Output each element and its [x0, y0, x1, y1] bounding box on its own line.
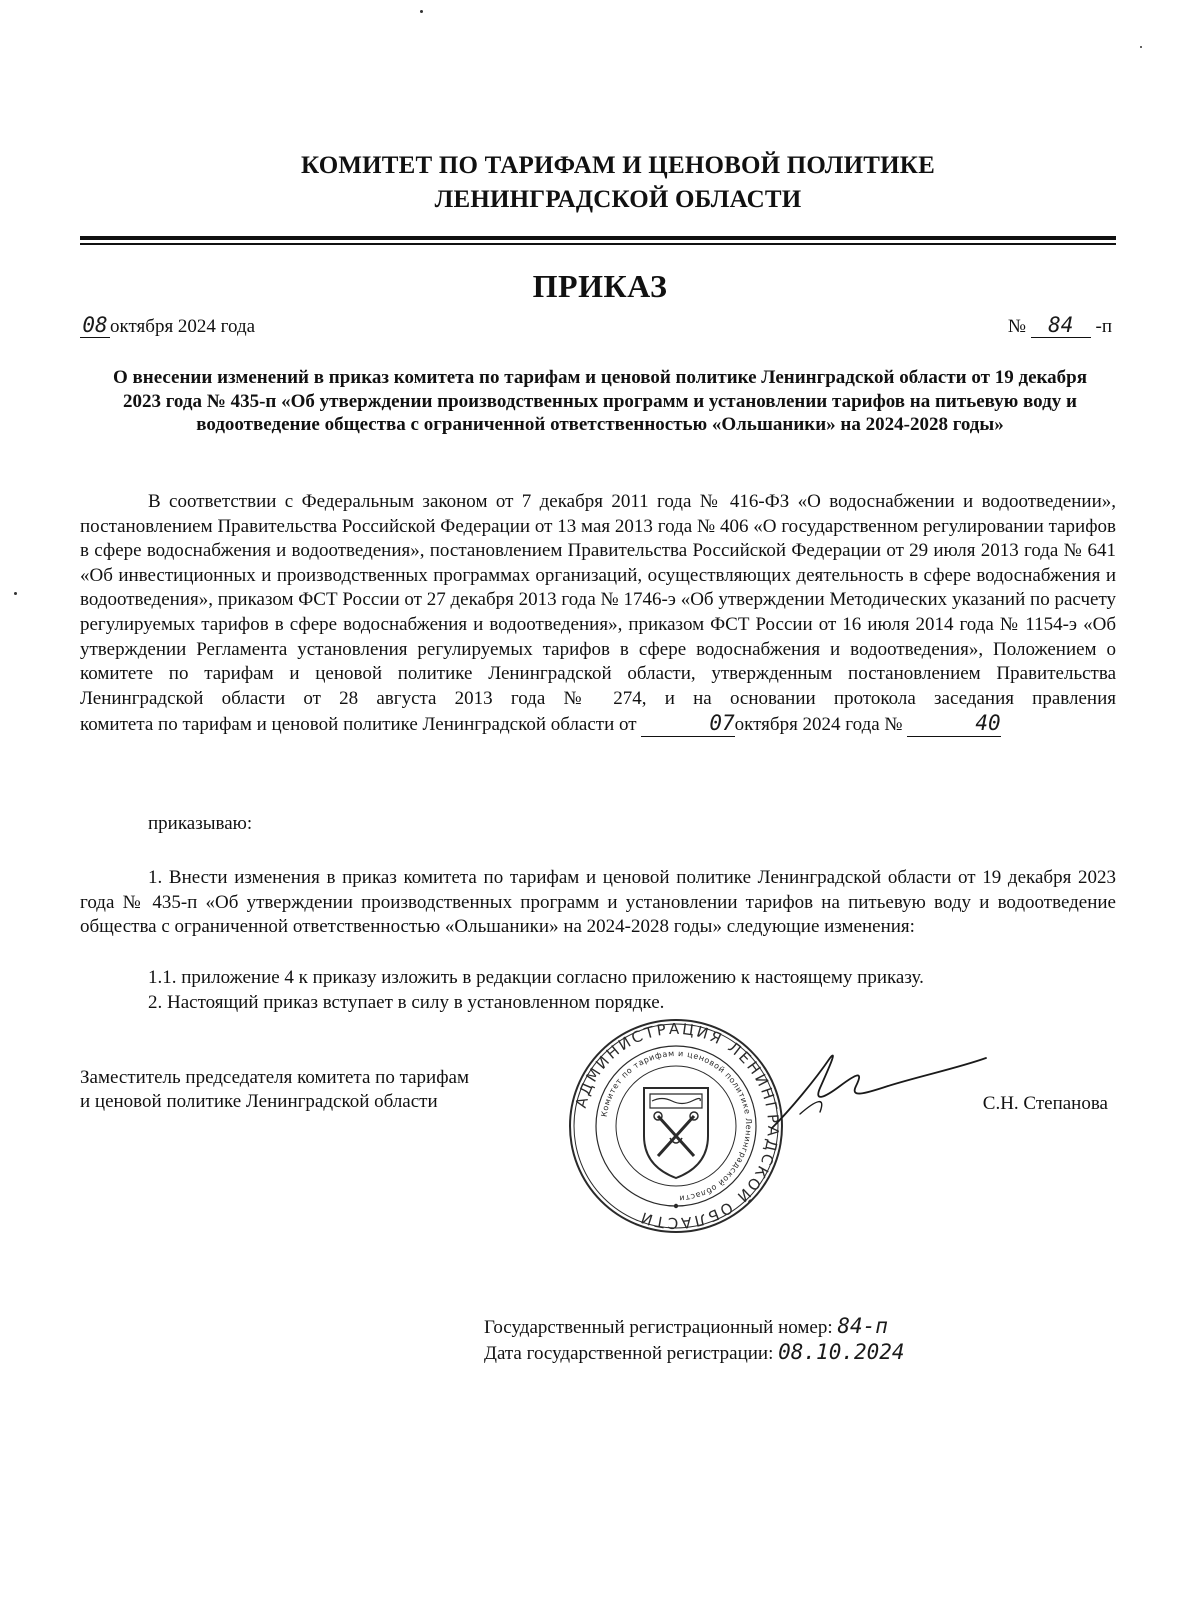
protocol-day-handwritten: 07	[641, 711, 734, 737]
handwritten-signature	[760, 1040, 990, 1140]
header-rule-thin	[80, 243, 1116, 245]
issuer-name-line-1: КОМИТЕТ ПО ТАРИФАМ И ЦЕНОВОЙ ПОЛИТИКЕ	[301, 152, 935, 179]
issuer-name-line-2: ЛЕНИНГРАДСКОЙ ОБЛАСТИ	[434, 186, 802, 213]
registration-date-label: Дата государственной регистрации:	[484, 1343, 774, 1364]
order-item-1: 1. Внести изменения в приказ комитета по тарифам и ценовой политике Ленинградской области от 19 декабря 2023 года № 435-п «Об утверждении производственных программ и установлении тарифов на питьевую воду и водоотведение общества с ограниченной ответственностью «Ольшаники» на 2024-2028 годы» следующие изменения:	[80, 867, 1116, 938]
official-seal-stamp-icon	[566, 1016, 786, 1236]
scan-speck	[420, 10, 423, 13]
number-prefix: №	[1007, 316, 1026, 337]
seal-outer-text: АДМИНИСТРАЦИЯ ЛЕНИНГРАДСКОЙ ОБЛАСТИ	[571, 1019, 783, 1233]
order-item-1-1: 1.1. приложение 4 к приказу изложить в редакции согласно приложению к настоящему приказу.	[148, 967, 924, 988]
document-number	[1008, 313, 1112, 338]
registration-date-handwritten: 08.10.2024	[778, 1340, 905, 1364]
order-word: приказываю:	[148, 813, 253, 834]
signer-position	[80, 1066, 469, 1114]
preamble-last-line-middle: октября 2024 года №	[734, 714, 903, 736]
preamble-last-line-start: комитета по тарифам и ценовой политике Ленинградской области от	[80, 714, 637, 736]
header-rule-thick	[80, 236, 1116, 240]
document-date	[80, 313, 255, 338]
registration-date-row	[484, 1340, 905, 1366]
preamble-text: В соответствии с Федеральным законом от 7 декабря 2011 года № 416-ФЗ «О водоснабжении и водоотведении», постановлением Правительства Российской Федерации от 13 мая 2013 года № 406 «О государственном регулировании тарифов в сфере водоснабжения и водоотведения», постановлением Правительства Российской Федерации от 29 июля 2013 года № 641 «Об инвестиционных и производственных программах организаций, осуществляющих деятельность в сфере водоснабжения и водоотведения», приказом ФСТ России от 27 декабря 2013 года № 1746-э «Об утверждении Методических указаний по расчету регулируемых тарифов в сфере водоснабжения и водоотведения», приказом ФСТ России от 16 июля 2014 года № 1154-э «Об утверждении Регламента установления регулируемых тарифов в сфере водоснабжения и водоотведения», Положением о комитете по тарифам и ценовой политике Ленинградской области, утвержденным постановлением Правительства Ленинградской области от 28 августа 2013 года № 274, и на основании протокола заседания правления	[80, 491, 1116, 709]
scan-speck	[1140, 46, 1142, 48]
protocol-number-handwritten: 40	[907, 711, 1000, 737]
number-suffix: -п	[1095, 316, 1112, 337]
number-value-handwritten: 84	[1031, 313, 1091, 338]
scan-speck	[14, 592, 17, 595]
preamble-last-line	[80, 711, 1001, 736]
signer-position-line-2: и ценовой политике Ленинградской области	[80, 1091, 438, 1112]
registration-number-label: Государственный регистрационный номер:	[484, 1317, 833, 1338]
registration-block	[484, 1314, 905, 1366]
date-day-handwritten: 08	[80, 313, 110, 338]
registration-number-row	[484, 1314, 905, 1340]
registration-number-handwritten: 84-п	[837, 1314, 888, 1338]
signer-name: С.Н. Степанова	[982, 1093, 1108, 1114]
document-subject: О внесении изменений в приказ комитета по тарифам и ценовой политике Ленинградской области от 19 декабря 2023 года № 435-п «Об утверждении производственных программ и установлении тарифов на питьевую воду и водоотведение общества с ограниченной ответственностью «Ольшаники» на 2024-2028 годы»	[112, 367, 1088, 435]
seal-inner-text: Комитет по тарифам и ценовой политике Ленинградской области	[599, 1048, 754, 1203]
preamble-paragraph	[80, 490, 1116, 738]
order-item-2: 2. Настоящий приказ вступает в силу в установленном порядке.	[148, 992, 665, 1013]
document-type-title: ПРИКАЗ	[532, 268, 668, 304]
date-rest: октября 2024 года	[110, 316, 256, 337]
signer-position-line-1: Заместитель председателя комитета по тарифам	[80, 1067, 469, 1088]
